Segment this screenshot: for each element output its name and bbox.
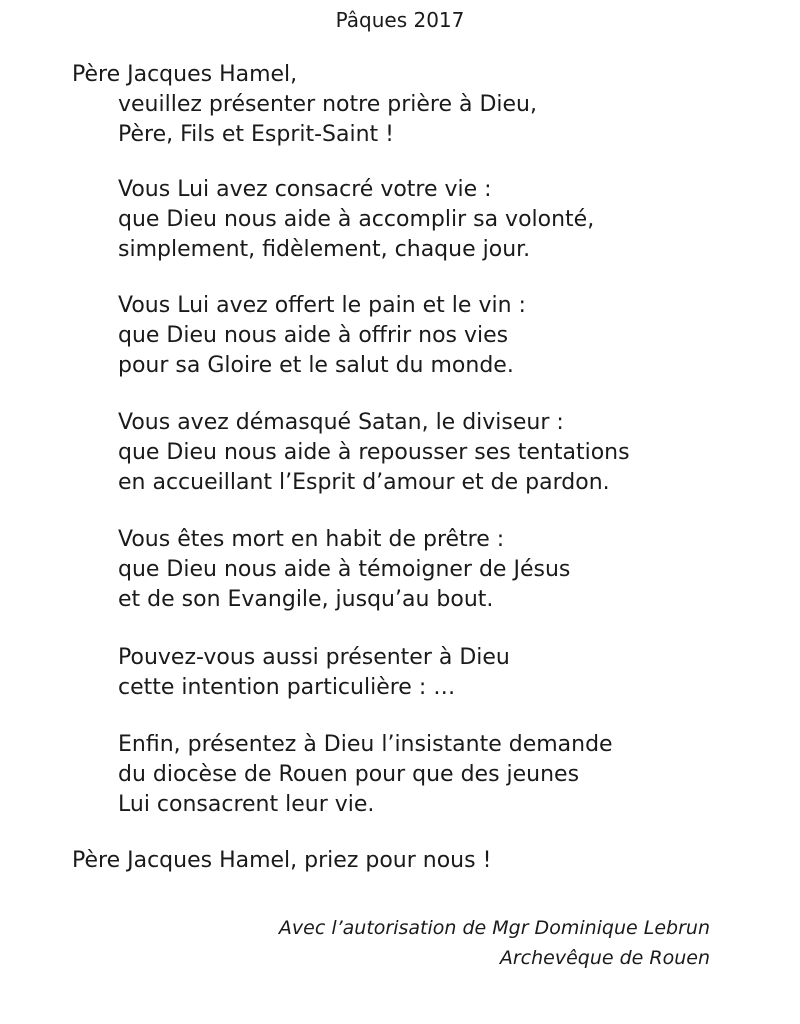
stanza-1-line-1: veuillez présenter notre prière à Dieu, — [118, 92, 537, 117]
stanza-7-line-3: Lui consacrent leur vie. — [118, 792, 375, 817]
stanza-5-line-1: Vous êtes mort en habit de prêtre : — [118, 527, 505, 552]
page-title: Pâques 2017 — [335, 8, 465, 32]
stanza-2-line-2: que Dieu nous aide à accomplir sa volonté, — [118, 207, 595, 232]
authorization-line-2: Archevêque de Rouen — [499, 947, 710, 969]
stanza-1-line-2: Père, Fils et Esprit-Saint ! — [118, 122, 394, 147]
stanza-4-line-2: que Dieu nous aide à repousser ses tentations — [118, 440, 630, 465]
stanza-3-line-1: Vous Lui avez offert le pain et le vin : — [118, 293, 526, 318]
stanza-5-line-3: et de son Evangile, jusqu’au bout. — [118, 587, 494, 612]
closing-line: Père Jacques Hamel, priez pour nous ! — [72, 848, 492, 873]
stanza-4-line-1: Vous avez démasqué Satan, le diviseur : — [118, 410, 564, 435]
stanza-2-line-3: simplement, fidèlement, chaque jour. — [118, 237, 531, 262]
stanza-7-line-1: Enfin, présentez à Dieu l’insistante demande — [118, 732, 613, 757]
stanza-4-line-3: en accueillant l’Esprit d’amour et de pardon. — [118, 470, 610, 495]
authorization-line-1: Avec l’autorisation de Mgr Dominique Lebrun — [278, 917, 710, 939]
invocation: Père Jacques Hamel, — [72, 62, 298, 87]
stanza-5-line-2: que Dieu nous aide à témoigner de Jésus — [118, 557, 571, 582]
stanza-7-line-2: du diocèse de Rouen pour que des jeunes — [118, 762, 580, 787]
stanza-2-line-1: Vous Lui avez consacré votre vie : — [118, 177, 492, 202]
stanza-3-line-3: pour sa Gloire et le salut du monde. — [118, 353, 514, 378]
stanza-6-line-2: cette intention particulière : … — [118, 675, 456, 700]
stanza-6-line-1: Pouvez-vous aussi présenter à Dieu — [118, 645, 510, 670]
stanza-3-line-2: que Dieu nous aide à offrir nos vies — [118, 323, 509, 348]
